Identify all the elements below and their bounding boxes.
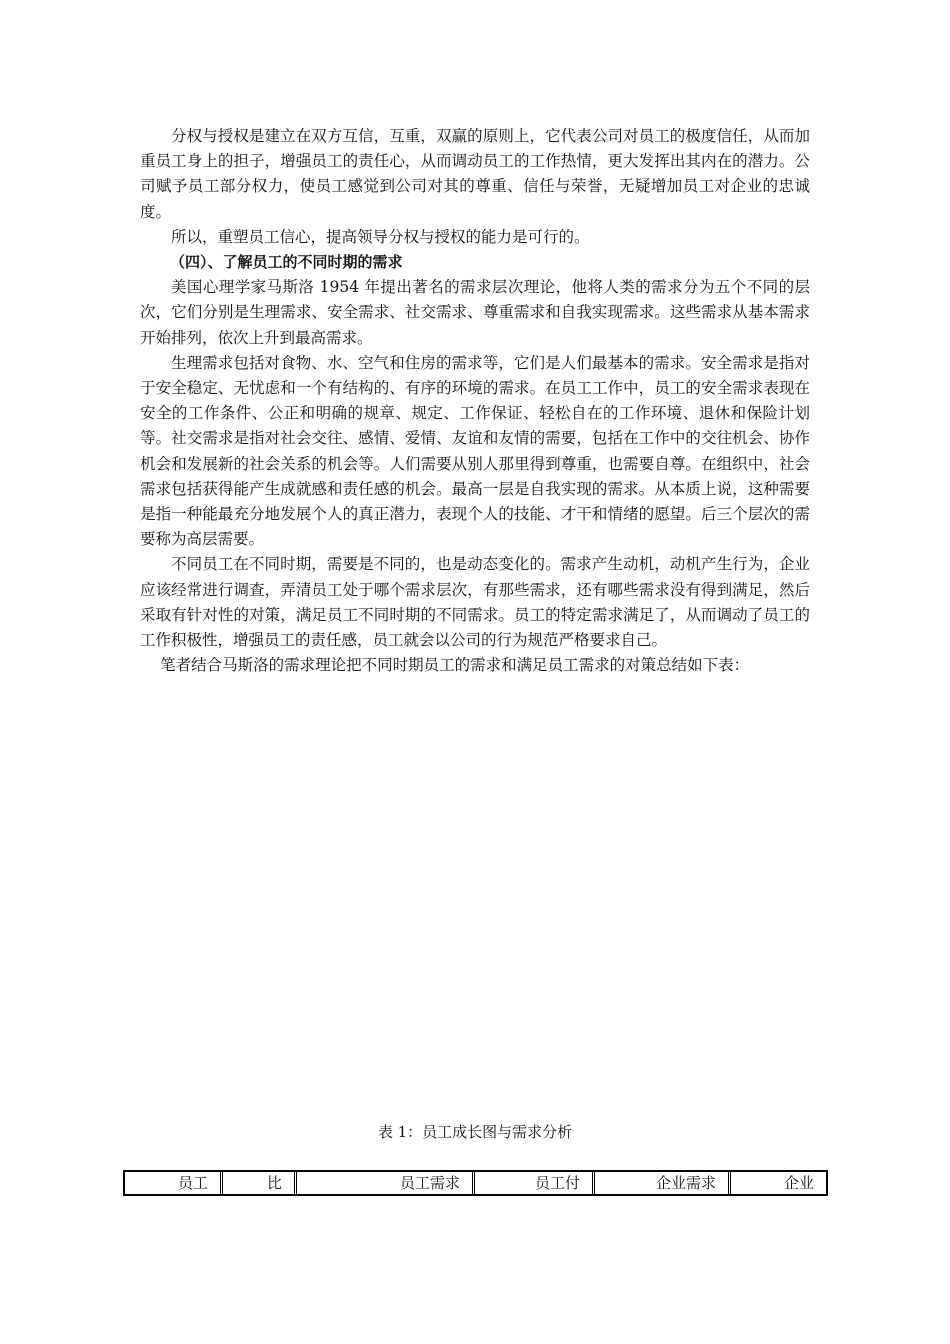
table-header-cell: 员工需求: [297, 1172, 475, 1194]
paragraph-table-intro: 笔者结合马斯洛的需求理论把不同时期员工的需求和满足员工需求的对策总结如下表：: [160, 656, 750, 675]
paragraph-needs-detail: 生理需求包括对食物、水、空气和住房的需求等，它们是人们最基本的需求。安全需求是指对于安全稳定、无忧虑和一个有结构的、有序的环境的需求。在员工工作中，员工的安全需求表现在安全的工作条件、公正和明确的规章、规定、工作保证、轻松自在的工作环境、退休和保险计划等。社交需求是指对社会交往、感情、爱情、友谊和友情的需要，包括在工作中的交往机会、协作机会和发展新的社会关系的机会等。人们需要从别人那里得到尊重，也需要自尊。在组织中，社会需求包括获得能产生成就感和责任感的机会。最高一层是自我实现的需求。从本质上说，这种需要是指一种能最充分地发展个人的真正潜力，表现个人的技能、才干和情绪的愿望。后三个层次的需要称为高层需要。: [140, 353, 810, 549]
paragraph-dynamic-needs: 不同员工在不同时期，需要是不同的，也是动态变化的。需求产生动机，动机产生行为，企业应该经常进行调查，弄清员工处于哪个需求层次，有那些需求，还有哪些需求没有得到满足，然后采取有针对性的对策，满足员工不同时期的不同需求。员工的特定需求满足了，从而调动了员工的工作积极性，增强员工的责任感，员工就会以公司的行为规范严格要求自己。: [140, 555, 810, 650]
needs-table-header-row: [123, 1170, 828, 1196]
table-header-cell: 企业需求: [595, 1172, 731, 1194]
table-caption: 表 1：员工成长图与需求分析: [377, 1123, 573, 1141]
table-header-cell: 比: [223, 1172, 297, 1194]
paragraph-maslow-intro: 美国心理学家马斯洛 1954 年提出著名的需求层次理论，他将人类的需求分为五个不同的层次，它们分别是生理需求、安全需求、社交需求、尊重需求和自我实现需求。这些需求从基本需求开始排列，依次上升到最高需求。: [140, 278, 810, 347]
table-header-cell: 员工付: [475, 1172, 595, 1194]
paragraph-delegation: 分权与授权是建立在双方互信，互重，双赢的原则上，它代表公司对员工的极度信任，从而加重员工身上的担子，增强员工的责任心，从而调动员工的工作热情，更大发挥出其内在的潜力。公司赋予员工部分权力，使员工感觉到公司对其的尊重、信任与荣誉，无疑增加员工对企业的忠诚度。: [140, 127, 810, 221]
paragraph-conclusion: 所以，重塑员工信心，提高领导分权与授权的能力是可行的。: [171, 227, 590, 246]
document-body: [140, 124, 810, 678]
table-header-cell: 员工: [125, 1172, 223, 1194]
section-heading: （四）、了解员工的不同时期的需求: [170, 253, 403, 272]
table-header-cell: 企业: [783, 1174, 814, 1192]
